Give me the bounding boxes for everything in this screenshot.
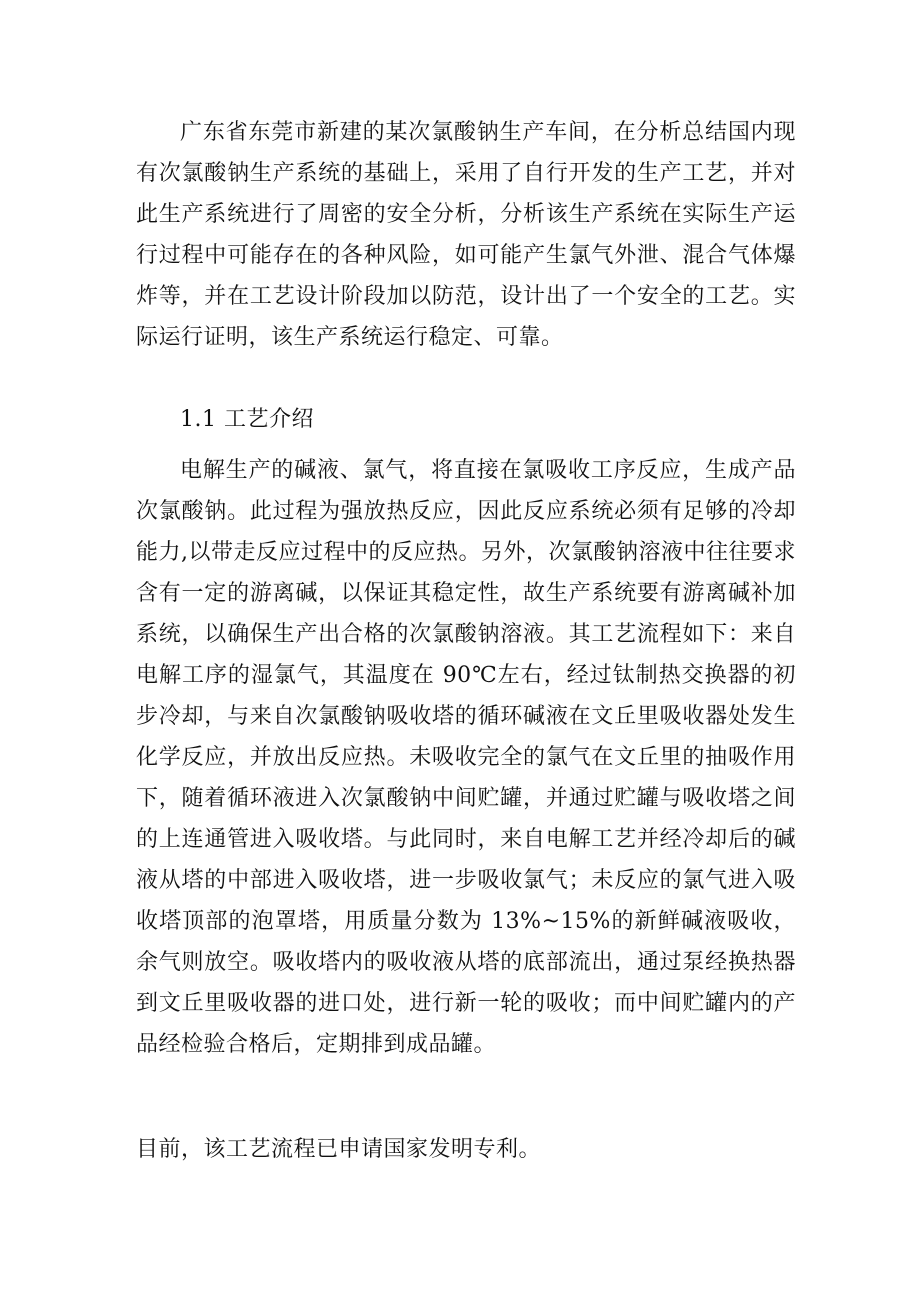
section-heading: 1.1 工艺介绍 <box>180 407 314 432</box>
intro-paragraph: 广东省东莞市新建的某次氯酸钠生产车间，在分析总结国内现有次氯酸钠生产系统的基础上，采用了自行开发的生产工艺，并对此生产系统进行了周密的安全分析，分析该生产系统在实际生产运行过程中可能存在的各种风险，如可能产生氯气外泄、混合气体爆炸等，并在工艺设计阶段加以防范，设计出了一个安全的工艺。实际运行证明，该生产系统运行稳定、可靠。 <box>136 120 796 350</box>
process-paragraph: 电解生产的碱液、氯气，将直接在氯吸收工序反应，生成产品次氯酸钠。此过程为强放热反应，因此反应系统必须有足够的冷却能力,以带走反应过程中的反应热。另外，次氯酸钠溶液中往往要求含有一定的游离碱，以保证其稳定性，故生产系统要有游离碱补加系统，以确保生产出合格的次氯酸钠溶液。其工艺流程如下：来自电解工序的湿氯气，其温度在 90℃左右，经过钛制热交换器的初步冷却，与来自次氯酸钠吸收塔的循环碱液在文丘里吸收器处发生化学反应，并放出反应热。未吸收完全的氯气在文丘里的抽吸作用下，随着循环液进入次氯酸钠中间贮罐，并通过贮罐与吸收塔之间的上连通管进入吸收塔。与此同时，来自电解工艺并经冷却后的碱液从塔的中部进入吸收塔，进一步吸收氯气；未反应的氯气进入吸收塔顶部的泡罩塔，用质量分数为 13%~15%的新鲜碱液吸收，余气则放空。吸收塔内的吸收液从塔的底部流出，通过泵经换热器到文丘里吸收器的进口处，进行新一轮的吸收；而中间贮罐内的产品经检验合格后，定期排到成品罐。 <box>136 458 796 1057</box>
patent-note: 目前，该工艺流程已申请国家发明专利。 <box>136 1137 542 1162</box>
